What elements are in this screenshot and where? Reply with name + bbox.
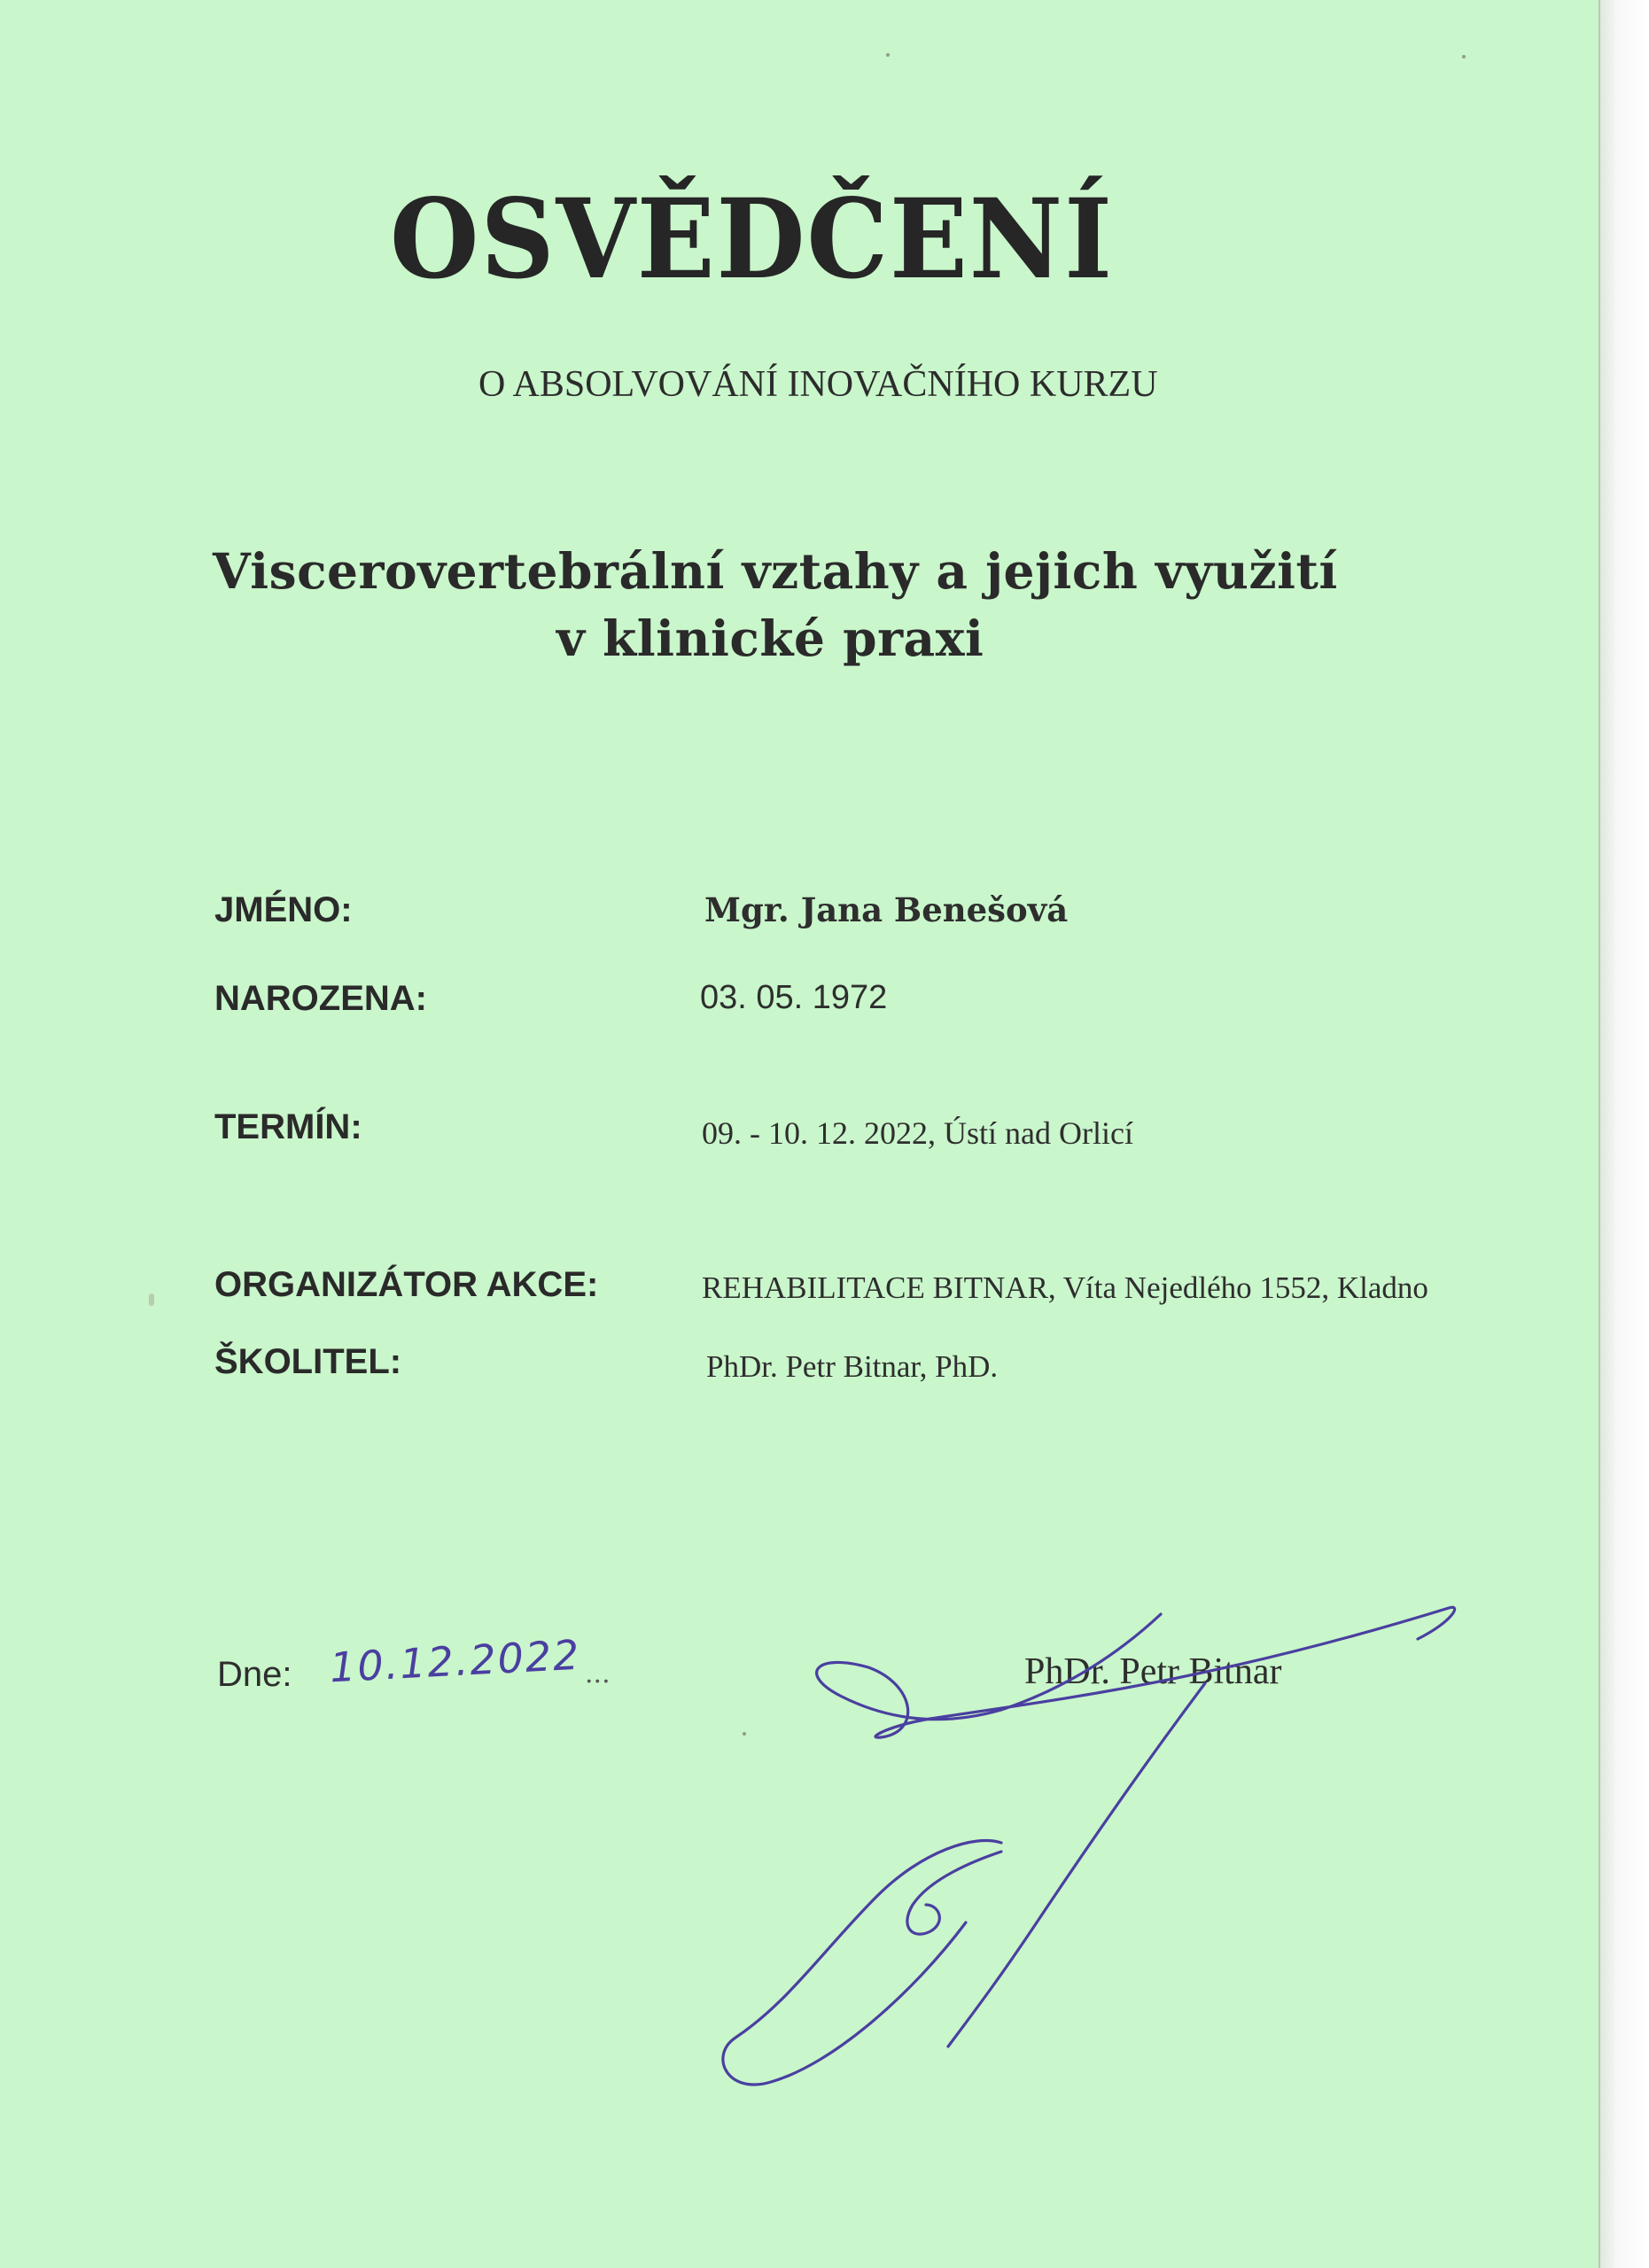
certificate-subtitle: O ABSOLVOVÁNÍ INOVAČNÍHO KURZU [478, 364, 1158, 405]
organizer-label: ORGANIZÁTOR AKCE: [214, 1265, 599, 1304]
course-title-line-2: v klinické praxi [556, 610, 984, 667]
scan-margin [1600, 0, 1649, 2268]
certificate-title: OSVĚDČENÍ [390, 175, 1114, 304]
term-label: TERMÍN: [214, 1107, 362, 1146]
handwritten-signature [709, 1586, 1506, 2100]
organizer-value: REHABILITACE BITNAR, Víta Nejedlého 1552, Kladno [702, 1270, 1428, 1305]
term-value: 09. - 10. 12. 2022, Ústí nad Orlicí [702, 1115, 1133, 1151]
date-dots: ... [585, 1658, 611, 1689]
trainer-label: ŠKOLITEL: [214, 1342, 402, 1381]
trainer-value: PhDr. Petr Bitnar, PhD. [706, 1349, 999, 1384]
name-value: Mgr. Jana Benešová [704, 890, 1069, 929]
course-title-line-1: Viscerovertebrální vztahy a jejich využití [213, 542, 1338, 600]
born-value: 03. 05. 1972 [700, 979, 888, 1016]
scan-speck [149, 1293, 154, 1306]
scan-speck [743, 1732, 746, 1736]
scan-speck [1462, 55, 1466, 58]
name-label: JMÉNO: [214, 890, 353, 929]
born-label: NAROZENA: [214, 979, 427, 1018]
handwritten-date: 10.12.2022 [328, 1630, 582, 1692]
signatory-name: PhDr. Petr Bitnar [1024, 1651, 1282, 1692]
date-label: Dne: [217, 1655, 292, 1694]
scan-speck [886, 53, 890, 57]
